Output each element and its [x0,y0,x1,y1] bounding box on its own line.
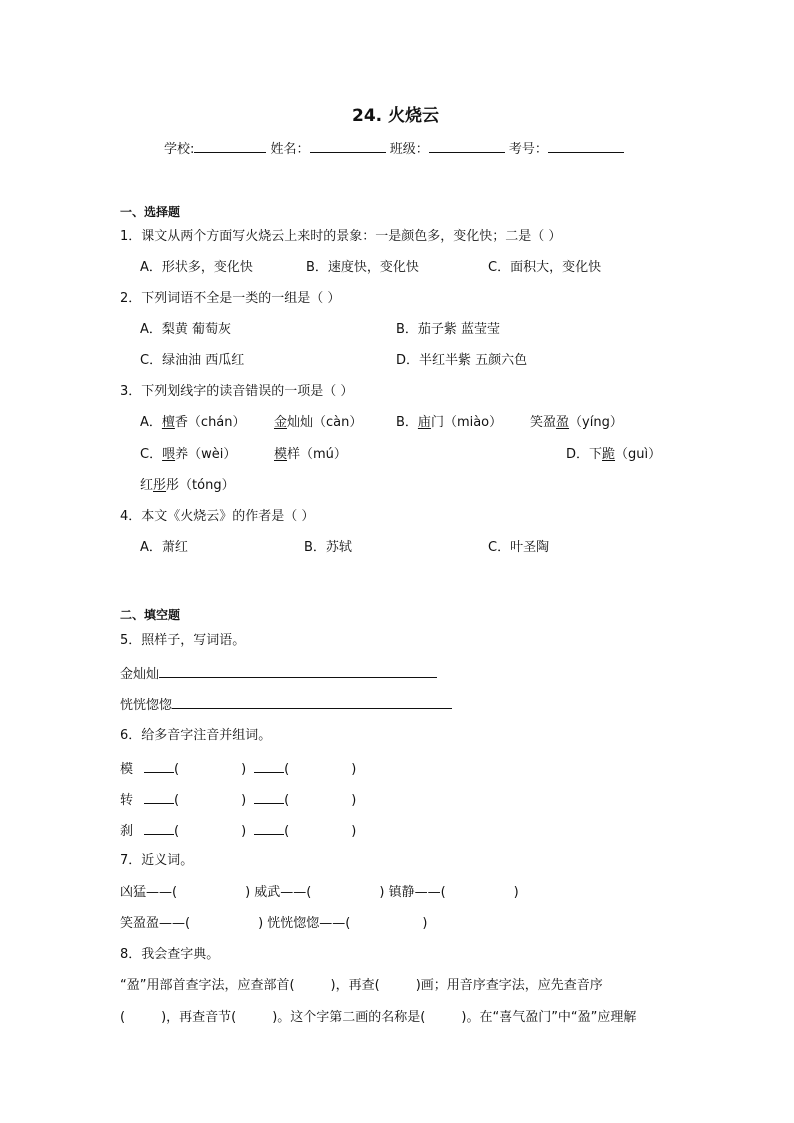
q8-text-2: )，再查( [330,978,380,993]
q7-word-1: 凶猛——( [120,885,178,900]
section-heading-fill: 二、填空题 [120,608,181,622]
q3-b2-pre: 笑盈 [530,415,557,430]
paren-open: ( [284,762,290,777]
q3-d-letter: D．下 [566,447,603,462]
q6-pinyin-3b[interactable] [254,821,284,835]
q3-a2-text: 灿灿（càn） [287,415,363,430]
q1-option-b[interactable]: B．速度快，变化快 [306,260,419,275]
q6-pinyin-1a[interactable] [144,759,174,773]
page-title: 24. 火烧云 [352,106,440,126]
paren-open: ( [284,793,290,808]
paren-open: ( [174,793,180,808]
q5-answer-2[interactable] [172,695,452,709]
q3-d2-pre: 红 [140,478,154,493]
q3-c2-underlined: 模 [274,447,288,462]
q3-a-underlined: 檀 [161,415,175,430]
q3-option-a[interactable] [140,414,246,432]
q3-c-underlined: 喂 [162,447,176,462]
q7-word-5: ) 恍恍惚惚——( [258,916,351,931]
q4-option-c[interactable]: C．叶圣陶 [488,540,550,555]
q5-row-1 [120,664,437,684]
question-7-stem: 7．近义词。 [120,853,194,868]
q8-text-1: “盈”用部首查字法，应查部首( [120,978,295,993]
q6-char-3: 刹 [120,824,134,839]
q3-c-text: 养（wèi） [175,447,237,462]
student-info-line [164,139,624,159]
section-heading-choice: 一、选择题 [120,205,181,219]
q4-option-b[interactable]: B．苏轼 [304,540,352,555]
paren-close: ) [241,824,247,839]
q2-option-d[interactable]: D．半红半紫 五颜六色 [396,353,528,368]
q8-text-3: )画；用音序查字法，应先查音序 [415,978,603,993]
q5-row-2 [120,695,452,715]
paren-open: ( [174,824,180,839]
q3-option-b-2 [530,414,623,432]
q5-answer-1[interactable] [159,664,437,678]
q3-a-text: 香（chán） [174,415,246,430]
question-2-stem: 2．下列词语不全是一类的一组是（ ） [120,291,341,306]
q7-word-3: ) 镇静——( [379,885,446,900]
q3-b-text: 门（miào） [430,415,503,430]
q3-b2-text: （yíng） [569,415,623,430]
q3-option-c-2 [274,446,347,464]
q8-text-5: )，再查音节( [161,1010,237,1025]
q6-row-3 [120,821,356,841]
q3-option-d-2 [140,477,235,495]
q3-option-b[interactable] [396,414,502,432]
q6-pinyin-3a[interactable] [144,821,174,835]
q6-pinyin-2a[interactable] [144,790,174,804]
q3-a-letter: A． [140,415,162,430]
question-8-stem: 8．我会查字典。 [120,947,220,962]
q4-option-a[interactable]: A．萧红 [140,540,188,555]
q3-c-letter: C． [140,447,163,462]
school-label: 学校: [164,142,195,157]
q3-b-letter: B． [396,415,418,430]
q3-d-text: （guì） [615,447,662,462]
class-field[interactable] [429,139,505,153]
q6-pinyin-2b[interactable] [254,790,284,804]
name-field[interactable] [310,139,386,153]
q3-a2-underlined: 金 [274,415,288,430]
id-label: 考号： [508,142,548,157]
question-1-stem: 1．课文从两个方面写火烧云上来时的景象：一是颜色多，变化快；二是（ ） [120,229,562,244]
q8-text-4: ( [120,1010,126,1025]
q6-row-2 [120,790,356,810]
q1-option-a[interactable]: A．形状多，变化快 [140,260,253,275]
q7-close-1: ) [513,885,519,900]
id-field[interactable] [548,139,624,153]
paren-close: ) [241,793,247,808]
paren-close: ) [351,793,357,808]
question-5-stem: 5．照样子，写词语。 [120,633,246,648]
q8-line-1 [120,977,603,995]
paren-close: ) [351,824,357,839]
name-label: 姓名： [270,142,310,157]
paren-close: ) [351,762,357,777]
q7-close-2: ) [422,916,428,931]
q6-char-1: 模 [120,762,134,777]
q3-d-underlined: 跪 [602,447,616,462]
q7-row-1 [120,884,519,902]
q3-c2-text: 样（mú） [287,447,347,462]
q6-row-1 [120,759,356,779]
q1-option-c[interactable]: C．面积大，变化快 [488,260,602,275]
paren-open: ( [174,762,180,777]
q3-option-c[interactable] [140,446,236,464]
q8-text-6: )。这个字第二画的名称是( [272,1010,426,1025]
q2-option-c[interactable]: C．绿油油 西瓜红 [140,353,245,368]
q7-word-4: 笑盈盈——( [120,916,191,931]
q7-row-2 [120,915,427,933]
q3-option-a-2 [274,414,362,432]
q3-d2-text: 彤（tóng） [166,478,235,493]
q5-example-word-2: 恍恍惚惚 [120,698,173,713]
q5-example-word-1: 金灿灿 [120,667,160,682]
paren-close: ) [241,762,247,777]
q6-char-2: 转 [120,793,134,808]
q7-word-2: ) 威武——( [245,885,312,900]
q3-d2-underlined: 彤 [153,478,167,493]
question-4-stem: 4．本文《火烧云》的作者是（ ） [120,509,315,524]
q3-option-d[interactable] [566,446,661,464]
q8-line-2 [120,1009,636,1027]
q3-b2-underlined: 盈 [556,415,570,430]
question-3-stem: 3．下列划线字的读音错误的一项是（ ） [120,384,354,399]
q8-text-7: )。在“喜气盈门”中“盈”应理解 [461,1010,637,1025]
q3-b-underlined: 庙 [417,415,431,430]
q2-option-a[interactable]: A．梨黄 葡萄灰 [140,322,232,337]
q6-pinyin-1b[interactable] [254,759,284,773]
school-field[interactable] [194,139,266,153]
class-label: 班级： [389,142,429,157]
question-6-stem: 6．给多音字注音并组词。 [120,728,272,743]
q2-option-b[interactable]: B．茄子紫 蓝莹莹 [396,322,501,337]
paren-open: ( [284,824,290,839]
